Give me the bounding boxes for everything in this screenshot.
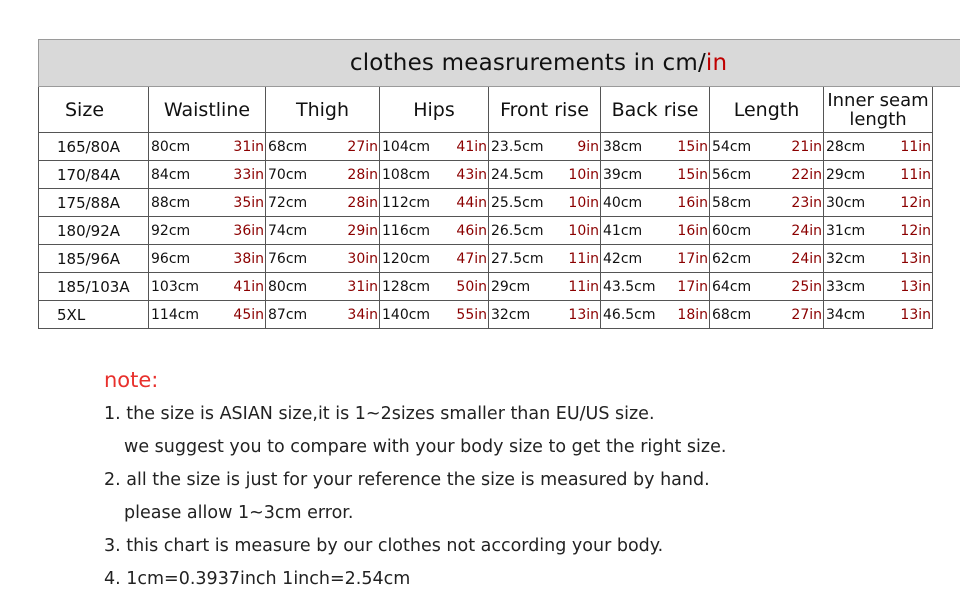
note-line-2: 2. all the size is just for your reference the size is measured by hand. — [104, 470, 710, 490]
chart-body — [39, 133, 960, 329]
note-line-4: 4. 1cm=0.3937inch 1inch=2.54cm — [104, 569, 411, 589]
inch-cell: 33in — [211, 161, 266, 189]
inch-cell: 18in — [673, 301, 710, 329]
cm-cell: 29cm — [489, 273, 555, 301]
inch-cell: 35in — [211, 189, 266, 217]
cm-cell: 70cm — [266, 161, 334, 189]
chart-title-in: in — [705, 50, 728, 76]
cm-cell: 72cm — [266, 189, 334, 217]
inch-cell: 44in — [444, 189, 489, 217]
inch-cell: 10in — [555, 217, 601, 245]
inch-cell: 12in — [896, 189, 933, 217]
inch-cell: 27in — [778, 301, 824, 329]
inch-cell: 46in — [444, 217, 489, 245]
cm-cell: 56cm — [710, 161, 778, 189]
cm-cell: 40cm — [601, 189, 673, 217]
inch-cell: 13in — [555, 301, 601, 329]
inch-cell: 11in — [555, 273, 601, 301]
cm-cell: 80cm — [266, 273, 334, 301]
column-header-hips: Hips — [380, 87, 489, 133]
inch-cell: 36in — [211, 217, 266, 245]
cm-cell: 58cm — [710, 189, 778, 217]
inch-cell: 13in — [896, 301, 933, 329]
cm-cell: 60cm — [710, 217, 778, 245]
inch-cell: 41in — [211, 273, 266, 301]
column-header-length: Length — [710, 87, 824, 133]
note-line-1-cont: we suggest you to compare with your body size to get the right size. — [124, 437, 727, 457]
cm-cell: 68cm — [266, 133, 334, 161]
cm-cell: 68cm — [710, 301, 778, 329]
inch-cell: 22in — [778, 161, 824, 189]
column-header-inner-seam-length — [824, 87, 933, 133]
table-row — [39, 273, 960, 301]
size-cell: 5XL — [39, 301, 149, 329]
size-cell: 185/96A — [39, 245, 149, 273]
table-row — [39, 161, 960, 189]
inch-cell: 41in — [444, 133, 489, 161]
inch-cell: 11in — [896, 161, 933, 189]
cm-cell: 108cm — [380, 161, 444, 189]
cm-cell: 31cm — [824, 217, 896, 245]
table-row — [39, 133, 960, 161]
column-header-size: Size — [39, 87, 149, 133]
inch-cell: 13in — [896, 273, 933, 301]
cm-cell: 39cm — [601, 161, 673, 189]
cm-cell: 114cm — [149, 301, 211, 329]
inch-cell: 15in — [673, 133, 710, 161]
inner-seam-label: Inner seam length — [827, 89, 929, 130]
notes-section — [104, 368, 726, 596]
cm-cell: 42cm — [601, 245, 673, 273]
cm-cell: 80cm — [149, 133, 211, 161]
table-row — [39, 245, 960, 273]
column-header-front-rise: Front rise — [489, 87, 601, 133]
inch-cell: 55in — [444, 301, 489, 329]
inch-cell: 17in — [673, 273, 710, 301]
cm-cell: 54cm — [710, 133, 778, 161]
inch-cell: 13in — [896, 245, 933, 273]
table-row — [39, 217, 960, 245]
cm-cell: 96cm — [149, 245, 211, 273]
inch-cell: 9in — [555, 133, 601, 161]
inch-cell: 24in — [778, 245, 824, 273]
cm-cell: 92cm — [149, 217, 211, 245]
inch-cell: 12in — [896, 217, 933, 245]
inch-cell: 50in — [444, 273, 489, 301]
inch-cell: 17in — [673, 245, 710, 273]
cm-cell: 104cm — [380, 133, 444, 161]
table-row — [39, 189, 960, 217]
inch-cell: 25in — [778, 273, 824, 301]
cm-cell: 38cm — [601, 133, 673, 161]
cm-cell: 33cm — [824, 273, 896, 301]
note-title: note: — [104, 368, 159, 392]
size-cell: 175/88A — [39, 189, 149, 217]
inch-cell: 38in — [211, 245, 266, 273]
cm-cell: 43.5cm — [601, 273, 673, 301]
inch-cell: 10in — [555, 161, 601, 189]
cm-cell: 46.5cm — [601, 301, 673, 329]
inch-cell: 30in — [334, 245, 380, 273]
cm-cell: 62cm — [710, 245, 778, 273]
cm-cell: 87cm — [266, 301, 334, 329]
cm-cell: 84cm — [149, 161, 211, 189]
inch-cell: 16in — [673, 189, 710, 217]
inch-cell: 27in — [334, 133, 380, 161]
cm-cell: 140cm — [380, 301, 444, 329]
cm-cell: 64cm — [710, 273, 778, 301]
inch-cell: 28in — [334, 189, 380, 217]
size-cell: 165/80A — [39, 133, 149, 161]
size-cell: 170/84A — [39, 161, 149, 189]
chart-title-main: clothes measrurements in cm/ — [349, 50, 706, 76]
inch-cell: 43in — [444, 161, 489, 189]
cm-cell: 112cm — [380, 189, 444, 217]
inch-cell: 47in — [444, 245, 489, 273]
cm-cell: 88cm — [149, 189, 211, 217]
cm-cell: 24.5cm — [489, 161, 555, 189]
note-line-3: 3. this chart is measure by our clothes not according your body. — [104, 536, 664, 556]
cm-cell: 23.5cm — [489, 133, 555, 161]
table-row — [39, 301, 960, 329]
cm-cell: 116cm — [380, 217, 444, 245]
column-header-waistline: Waistline — [149, 87, 266, 133]
cm-cell: 74cm — [266, 217, 334, 245]
cm-cell: 26.5cm — [489, 217, 555, 245]
cm-cell: 103cm — [149, 273, 211, 301]
cm-cell: 32cm — [489, 301, 555, 329]
cm-cell: 25.5cm — [489, 189, 555, 217]
column-header-thigh: Thigh — [266, 87, 380, 133]
inch-cell: 10in — [555, 189, 601, 217]
cm-cell: 120cm — [380, 245, 444, 273]
note-line-1: 1. the size is ASIAN size,it is 1~2sizes smaller than EU/US size. — [104, 404, 655, 424]
note-line-2-cont: please allow 1~3cm error. — [124, 503, 354, 523]
size-cell: 180/92A — [39, 217, 149, 245]
cm-cell: 30cm — [824, 189, 896, 217]
inch-cell: 16in — [673, 217, 710, 245]
inch-cell: 11in — [555, 245, 601, 273]
cm-cell: 28cm — [824, 133, 896, 161]
inch-cell: 45in — [211, 301, 266, 329]
size-cell: 185/103A — [39, 273, 149, 301]
column-header-back-rise: Back rise — [601, 87, 710, 133]
inch-cell: 21in — [778, 133, 824, 161]
cm-cell: 128cm — [380, 273, 444, 301]
inch-cell: 23in — [778, 189, 824, 217]
cm-cell: 41cm — [601, 217, 673, 245]
inch-cell: 11in — [896, 133, 933, 161]
cm-cell: 27.5cm — [489, 245, 555, 273]
inch-cell: 29in — [334, 217, 380, 245]
inch-cell: 31in — [334, 273, 380, 301]
chart-title — [39, 40, 960, 87]
cm-cell: 32cm — [824, 245, 896, 273]
inch-cell: 31in — [211, 133, 266, 161]
inch-cell: 28in — [334, 161, 380, 189]
cm-cell: 29cm — [824, 161, 896, 189]
inch-cell: 15in — [673, 161, 710, 189]
inch-cell: 34in — [334, 301, 380, 329]
inch-cell: 24in — [778, 217, 824, 245]
cm-cell: 76cm — [266, 245, 334, 273]
column-header-row — [39, 87, 960, 133]
size-chart-table — [38, 39, 960, 329]
cm-cell: 34cm — [824, 301, 896, 329]
